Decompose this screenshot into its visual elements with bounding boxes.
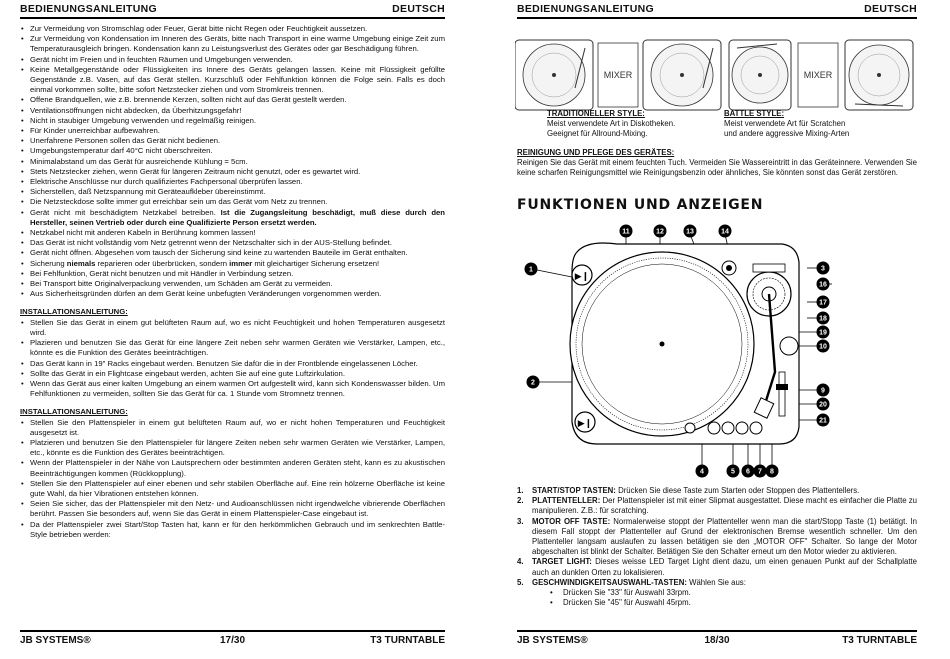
- svg-text:18: 18: [819, 315, 827, 323]
- install-heading: INSTALLATIONSANLEITUNG:: [20, 307, 128, 317]
- item-title: START/STOP TASTEN:: [532, 486, 616, 495]
- svg-text:9: 9: [821, 387, 825, 395]
- list-item: • Sollte das Gerät in ein Flightcase eingebaut werden, achten Sie auf eine gute Luftzirkulation.: [30, 369, 445, 379]
- list-item: [517, 517, 917, 558]
- list-item: • Plazieren und benutzen Sie das Gerät für eine längere Zeit neben sehr warmen Geräten wie Verstärker, Lampen, etc., könnte es die Funktion des Gerätes beeinträchtigen.: [30, 338, 445, 358]
- svg-text:16: 16: [819, 281, 827, 289]
- list-item: • Stellen Sie den Plattenspieler auf einer ebenen und sehr stabilen Oberfläche auf. Eine rein hölzerne Oberfläche ist keine gute Wahl, da hier Vibrationen entstehen können.: [30, 479, 445, 499]
- traditional-text: Geeignet für Allround-Mixing.: [547, 129, 648, 138]
- callout-12: [654, 225, 667, 238]
- item-title: PLATTENTELLER:: [532, 496, 601, 506]
- callout-1: [525, 263, 538, 276]
- svg-text:20: 20: [819, 401, 827, 409]
- list-item: [517, 496, 917, 516]
- fuse-text: mit gleichartiger Sicherung ersetzen!: [252, 258, 380, 268]
- traditional-text: Meist verwendete Art in Diskotheken.: [547, 119, 676, 128]
- battle-title: BATTLE STYLE:: [724, 109, 785, 118]
- callout-3: [817, 262, 830, 275]
- left-body: [20, 24, 445, 540]
- item-number: 3.: [517, 516, 524, 526]
- mixer-label: MIXER: [603, 70, 633, 80]
- battle-caption: [724, 109, 849, 139]
- list-item: • Minimalabstand um das Gerät für ausreichende Kühlung = 5cm.: [30, 157, 445, 167]
- list-item: [30, 208, 445, 228]
- traditional-title: TRADITIONELLER STYLE:: [547, 109, 645, 118]
- right-page: [475, 0, 950, 659]
- header-language: DEUTSCH: [864, 3, 917, 15]
- list-item: [30, 259, 445, 269]
- footer-brand: JB SYSTEMS®: [517, 635, 588, 646]
- list-item: • Bei Transport bitte Originalverpackung verwenden, um Schäden am Gerät zu vermeiden.: [30, 279, 445, 289]
- list-item: • Gerät nicht öffnen. Abgesehen vom tausch der Sicherung sind keine zu wartenden Bauteile im Gerät enthalten.: [30, 248, 445, 258]
- callout-7: [754, 465, 767, 478]
- svg-text:5: 5: [731, 468, 735, 476]
- page-footer: [20, 630, 445, 649]
- svg-text:13: 13: [686, 228, 694, 236]
- list-item: • Stellen Sie das Gerät in einem gut belüfteten Raum auf, wo es nicht Feuchtigkeit und hohen Temperaturen ausgesetzt wird.: [30, 318, 445, 338]
- list-item: [517, 557, 917, 577]
- callout-9: [817, 384, 830, 397]
- list-item: • Seien Sie sicher, das der Plattenspieler mit den Netz- und Audioanschlüssen nicht irgendwelche vibrierende Oberflächen berührt. Passen Sie besonders auf, wenn Sie das Gerät in einem Plattenspieler-Case eingebaut ist.: [30, 499, 445, 519]
- safety-list: [20, 24, 445, 299]
- header-title: BEDIENUNGSANLEITUNG: [20, 3, 157, 15]
- callout-19: [817, 326, 830, 339]
- svg-text:14: 14: [721, 228, 729, 236]
- traditional-setup: [515, 40, 721, 110]
- speed-option: • Drücken Sie "45" für Auswahl 45rpm.: [517, 598, 917, 608]
- list-item: • Platzieren und benutzen Sie den Plattenspieler für längere Zeiten neben sehr warmen Geräten wie Verstärker, Lampen, etc., könnte es die Funktion des Gerätes beeinträchtigen.: [30, 438, 445, 458]
- svg-text:11: 11: [622, 228, 630, 236]
- pitch-slider: [779, 372, 785, 416]
- page-header: [517, 3, 917, 19]
- item-title: GESCHWINDIGKEITSAUSWAHL-TASTEN:: [532, 577, 687, 587]
- item-number: 2.: [517, 496, 524, 506]
- list-item: • Wenn das Gerät aus einer kalten Umgebung an einem warmen Ort aufgestellt wird, kann sich Kondenswasser bilden. Um Fehlfunktionen zu vermeiden, sollten Sie das Gerät für ca. 1 Stunde vom Stromnetz trennen.: [30, 379, 445, 399]
- list-item: • Wenn der Plattenspieler in der Nähe von Lautsprechern oder bestimmten anderen Geräten steht, kann es zu akustischen Beeinträchtigungen kommen (Rückkopplung).: [30, 458, 445, 478]
- callout-13: [684, 225, 697, 238]
- list-item: • Zur Vermeidung von Stromschlag oder Feuer, Gerät bitte nicht Regen oder Feuchtigkeit aussetzen.: [30, 24, 445, 34]
- list-item: • Unerfahrene Personen sollen das Gerät nicht bedienen.: [30, 136, 445, 146]
- cleaning-heading: REINIGUNG UND PFLEGE DES GERÄTES:: [517, 148, 675, 157]
- callout-4: [696, 465, 709, 478]
- callout-17: [817, 296, 830, 309]
- footer-model: T3 TURNTABLE: [842, 635, 917, 646]
- item-number: 1.: [517, 486, 524, 495]
- svg-text:17: 17: [819, 299, 827, 307]
- list-item: • Bei Fehlfunktion, Gerät nicht benutzen und mit Händler in Verbindung setzen.: [30, 269, 445, 279]
- svg-text:10: 10: [819, 343, 827, 351]
- footer-page-number: 18/30: [704, 635, 730, 646]
- svg-text:19: 19: [819, 329, 827, 337]
- item-text: Drücken Sie diese Taste zum Starten oder Stoppen des Plattentellers.: [615, 486, 860, 495]
- item-number: 4.: [517, 557, 524, 567]
- list-item: • Sicherstellen, daß Netzspannung mit Geräteaufkleber übereinstimmt.: [30, 187, 445, 197]
- svg-text:12: 12: [656, 228, 664, 236]
- battle-setup: [729, 40, 913, 110]
- footer-model: T3 TURNTABLE: [370, 635, 445, 646]
- callout-20: [817, 398, 830, 411]
- item-text: Wählen Sie aus:: [686, 577, 746, 587]
- item-number: 5.: [517, 577, 524, 587]
- header-title: BEDIENUNGSANLEITUNG: [517, 3, 654, 15]
- list-item: • Elektrische Anschlüsse nur durch qualifiziertes Fachpersonal überprüfen lassen.: [30, 177, 445, 187]
- install-heading-2: INSTALLATIONSANLEITUNG:: [20, 407, 128, 417]
- setup-styles-illustration: [515, 38, 915, 112]
- svg-text:1: 1: [529, 266, 533, 274]
- svg-text:8: 8: [770, 468, 774, 476]
- svg-text:4: 4: [700, 468, 704, 476]
- svg-text:21: 21: [819, 417, 827, 425]
- list-item: • Für Kinder unerreichbar aufbewahren.: [30, 126, 445, 136]
- fuse-text: Sicherung: [30, 258, 67, 268]
- callout-16: [817, 278, 830, 291]
- list-item: • Umgebungstemperatur darf 40°C nicht überschreiten.: [30, 146, 445, 156]
- list-item: • Keine Metallgegenstände oder Flüssigkeiten ins Innere des Geräts gelangen lassen. Keine mit Flüssigkeit gefüllte Gegenstände z.B. Vasen, auf das Gerät stellen. Kurzschluß oder Fehlfunktion können die Folge sein. Falls es doch einmal vorkommen sollte, bitte sofort Netzstecker ziehen und vom Stromkreis trennen.: [30, 65, 445, 96]
- item-title: MOTOR OFF TASTE:: [532, 516, 611, 526]
- item-text: Der Plattenspieler ist mit einer Slipmat ausgestattet. Diese macht es einfacher die Platte zu manipulieren. Z.B.: für scratching.: [532, 496, 917, 516]
- list-item: [517, 578, 917, 588]
- traditional-caption: [547, 109, 675, 139]
- list-item: • Nicht in staubiger Umgebung verwenden und regelmäßig reinigen.: [30, 116, 445, 126]
- list-item: • Das Gerät ist nicht vollständig vom Netz getrennt wenn der Netzschalter sich in der AUS-Stellung befindet.: [30, 238, 445, 248]
- fuse-never: niemals: [66, 258, 96, 268]
- fuse-always: immer: [229, 258, 253, 268]
- list-item: • Offene Brandquellen, wie z.B. brennende Kerzen, sollten nicht auf das Gerät gestellt werden.: [30, 95, 445, 105]
- svg-text:7: 7: [758, 468, 762, 476]
- callout-18: [817, 312, 830, 325]
- footer-brand: JB SYSTEMS®: [20, 635, 91, 646]
- list-item: [517, 486, 917, 496]
- play-pause-icon: ▶❙: [574, 272, 590, 282]
- list-item: • Ventilationsöffnungen nicht abdecken, da Überhitzungsgefahr!: [30, 106, 445, 116]
- callout-10: [817, 340, 830, 353]
- header-language: DEUTSCH: [392, 3, 445, 15]
- list-item: • Aus Sicherheitsgründen dürfen an dem Gerät keine unbefugten Veränderungen vorgenommen werden.: [30, 289, 445, 299]
- turntable-diagram: [517, 222, 917, 480]
- mixer-label: MIXER: [803, 70, 833, 80]
- function-list: [517, 486, 917, 608]
- install-list-2: [20, 418, 445, 540]
- item-text: Normalerweise stoppt der Plattenteller wenn man die start/Stopp Taste (1) betätigt. In diesem Fall stoppt der Plattenteller auf Grund der elektronischen Bremse wesentlich schneller. Um den Plattenteller langsam auslaufen zu lassen betätigen sie den „MOTOR OFF" Schalter. So lange der Motor abgeschalten ist blinkt der Schalter. Betätigen Sie den Schalter erneut um den Motor wieder zu aktivieren.: [532, 516, 918, 557]
- speed-option: • Drücken Sie "33" für Auswahl 33rpm.: [517, 588, 917, 598]
- fuse-text: reparieren oder überbrücken, sondern: [95, 258, 230, 268]
- list-item: • Die Netzsteckdose sollte immer gut erreichbar sein um das Gerät vom Netz zu trennen.: [30, 197, 445, 207]
- list-item: • Zur Vermeidung von Kondensation im Inneren des Geräts, bitte nach Transport in eine warme Umgebung einige Zeit zum Temperaturausgleich bringen. Kondensation kann zu Leistungsverlust des Gerätes oder gar Beschädigung führen.: [30, 34, 445, 54]
- callout-2: [527, 376, 540, 389]
- cleaning-section: [517, 148, 917, 178]
- list-item: • Das Gerät kann in 19" Racks eingebaut werden. Benutzen Sie dafür die in der Frontblende eingelassenen Löcher.: [30, 359, 445, 369]
- callout-21: [817, 414, 830, 427]
- page-footer: [517, 630, 917, 649]
- play-pause-icon: ▶❙: [577, 419, 593, 429]
- callout-6: [742, 465, 755, 478]
- callout-14: [719, 225, 732, 238]
- item-title: TARGET LIGHT:: [532, 557, 592, 567]
- callout-5: [727, 465, 740, 478]
- cleaning-text: Reinigen Sie das Gerät mit einem feuchten Tuch. Vermeiden Sie Wassereintritt in das Geräteinnere. Verwenden Sie keine scharfen Reinigungsmittel wie Reinigungsbenzin oder ähnliches, Sie könnten sonst das Gerät zerstören.: [517, 158, 917, 177]
- battle-text: und andere aggressive Mixing-Arten: [724, 129, 850, 138]
- svg-text:3: 3: [821, 265, 825, 273]
- spindle: [660, 342, 665, 347]
- list-item: • Netzkabel nicht mit anderen Kabeln in Berührung kommen lassen!: [30, 228, 445, 238]
- footer-page-number: 17/30: [219, 635, 246, 646]
- list-item: • Stellen Sie den Plattenspieler in einem gut belüfteten Raum auf, wo er nicht hohen Temperaturen und Feuchtigkeit ausgesetzt ist.: [30, 418, 445, 438]
- install-list: [20, 318, 445, 400]
- svg-text:2: 2: [531, 379, 535, 387]
- page-header: [20, 3, 445, 19]
- list-item: • Da der Plattenspieler zwei Start/Stop Tasten hat, kann er für den herkömmlichen Gebrauch und im senkrechten Battle-Style betrieben werden:: [30, 520, 445, 540]
- safety-cable-text: Gerät nicht mit beschädigtem Netzkabel betreiben.: [30, 207, 221, 217]
- callout-11: [620, 225, 633, 238]
- svg-text:6: 6: [746, 468, 750, 476]
- safety-cable-warning: Ist die Zugangsleitung beschädigt, muß diese durch den Hersteller, seinen Vertrieb oder durch eine Qualifizierte Person ersetzt werden.: [30, 207, 445, 227]
- functions-heading: FUNKTIONEN UND ANZEIGEN: [517, 197, 764, 213]
- list-item: • Stets Netzstecker ziehen, wenn Gerät für längeren Zeitraum nicht genutzt, oder es gewartet wird.: [30, 167, 445, 177]
- battle-text: Meist verwendete Art für Scratchen: [724, 119, 846, 128]
- list-item: • Gerät nicht im Freien und in feuchten Räumen und Umgebungen verwenden.: [30, 55, 445, 65]
- callout-8: [766, 465, 779, 478]
- item-text: Dieses weisse LED Target Light dient dazu, um einen genauen Punkt auf der Schallplatte auch an dunklen Orten zu lokalisieren.: [532, 557, 917, 577]
